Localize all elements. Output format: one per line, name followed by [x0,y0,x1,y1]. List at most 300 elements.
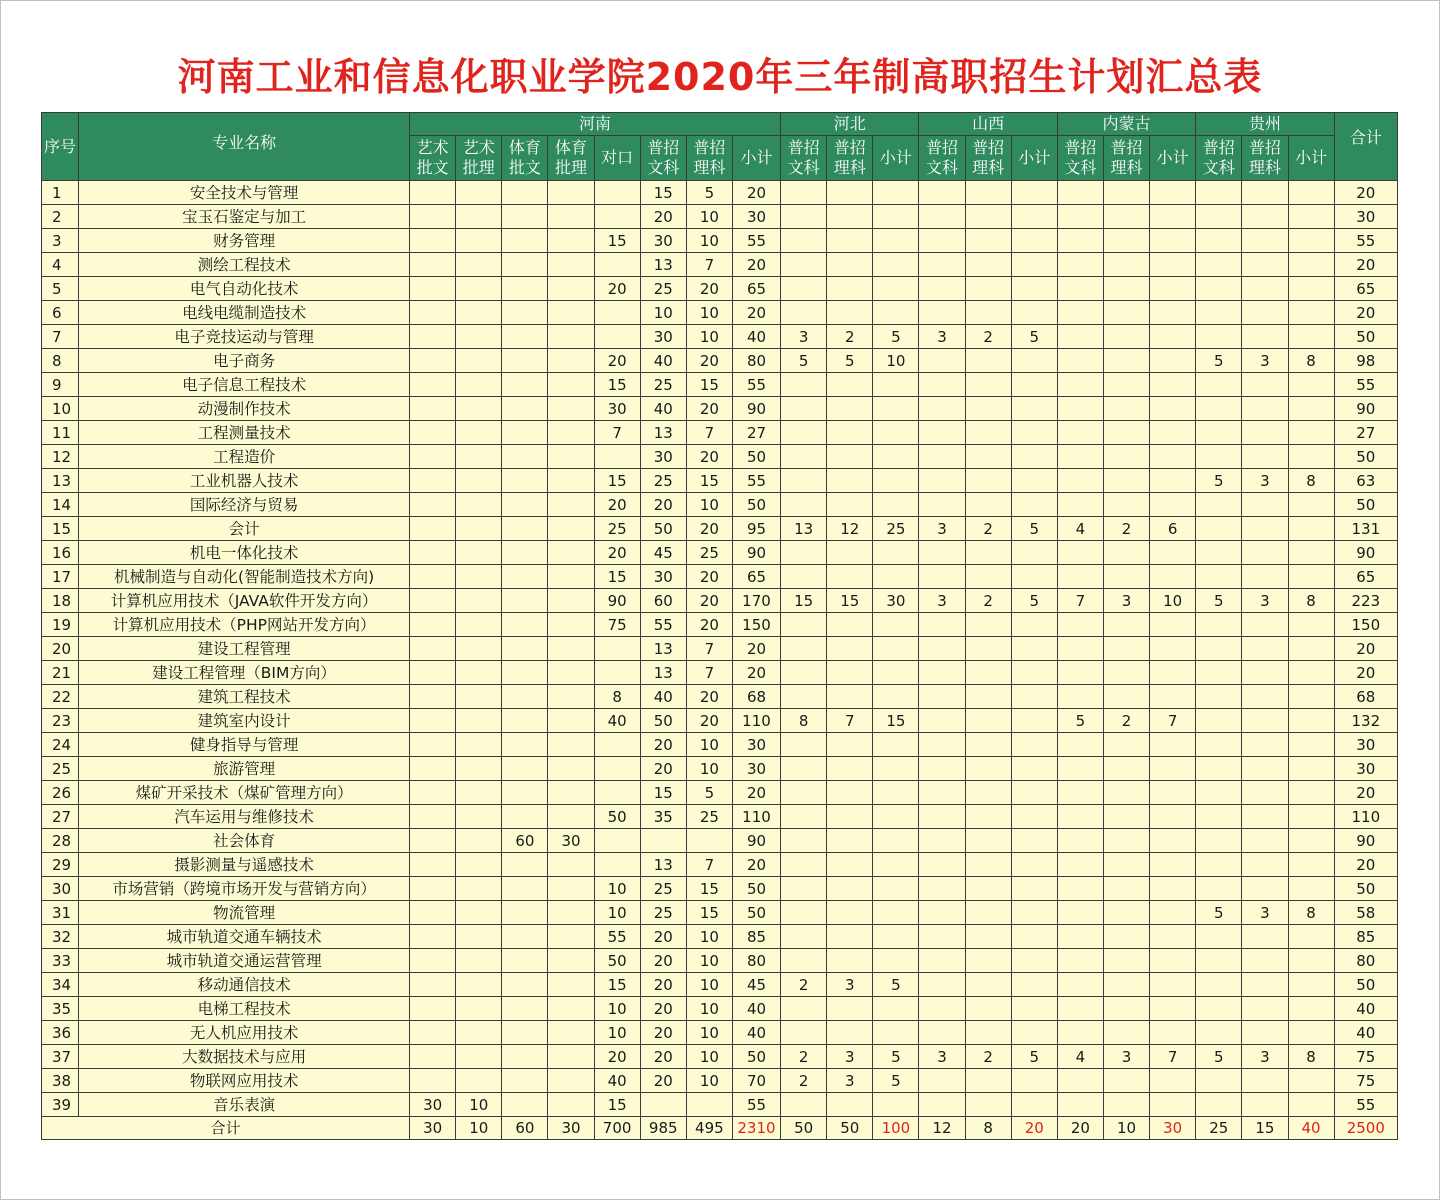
table-row [42,901,1398,925]
row-value: 20 [732,301,780,325]
row-seq: 31 [42,901,79,925]
row-seq: 38 [42,1069,79,1093]
row-value: 55 [1334,1093,1397,1117]
row-value: 75 [1334,1045,1397,1069]
row-value [827,397,873,421]
row-value: 132 [1334,709,1397,733]
row-value [594,205,640,229]
row-value [456,277,502,301]
row-value [1011,661,1057,685]
row-value [1242,685,1288,709]
row-value [1242,517,1288,541]
header-subcol: 体育批文 [502,136,548,181]
row-value [1103,397,1149,421]
row-value [1150,325,1196,349]
row-value [827,733,873,757]
row-value [965,565,1011,589]
row-value [919,1093,965,1117]
row-value [781,373,827,397]
row-value [1242,493,1288,517]
row-value: 90 [1334,397,1397,421]
row-value [1288,277,1334,301]
row-value: 30 [1334,733,1397,757]
row-value [548,901,594,925]
row-value: 2 [781,1045,827,1069]
header-subcol: 普招理科 [686,136,732,181]
row-value [456,565,502,589]
row-value [873,277,919,301]
row-value [502,637,548,661]
row-value: 110 [1334,805,1397,829]
row-value: 58 [1334,901,1397,925]
row-value: 10 [594,877,640,901]
row-seq: 9 [42,373,79,397]
row-value [1196,1093,1242,1117]
row-value [410,661,456,685]
row-value: 2 [1103,517,1149,541]
row-value [548,733,594,757]
row-value: 15 [594,373,640,397]
row-value [1288,829,1334,853]
row-value [1103,541,1149,565]
row-value [1196,421,1242,445]
table-row [42,205,1398,229]
row-value: 35 [640,805,686,829]
row-value [827,565,873,589]
row-value: 3 [1242,901,1288,925]
row-value [1242,949,1288,973]
row-value [1057,925,1103,949]
row-value [873,997,919,1021]
row-major-name: 摄影测量与遥感技术 [79,853,410,877]
row-value [1288,517,1334,541]
row-value [827,853,873,877]
row-value [410,997,456,1021]
row-value [827,205,873,229]
row-value: 10 [686,949,732,973]
row-value: 2 [965,1045,1011,1069]
row-value: 30 [1334,757,1397,781]
row-value [594,325,640,349]
row-value: 110 [732,805,780,829]
table-row [42,349,1398,373]
row-value: 20 [732,181,780,205]
row-value [456,949,502,973]
row-value [965,421,1011,445]
row-value [919,565,965,589]
row-value: 8 [1288,901,1334,925]
row-value [1288,853,1334,877]
row-value [781,301,827,325]
row-value [1103,349,1149,373]
row-value [1103,445,1149,469]
row-seq: 39 [42,1093,79,1117]
row-value [873,733,919,757]
row-value [1242,397,1288,421]
row-value [1103,781,1149,805]
row-value: 20 [640,973,686,997]
row-value [1103,853,1149,877]
header-subcol: 对口 [594,136,640,181]
row-value [1242,541,1288,565]
row-value: 40 [1334,1021,1397,1045]
header-subcol: 普招文科 [1057,136,1103,181]
row-value: 27 [1334,421,1397,445]
row-value [1011,973,1057,997]
row-value [548,613,594,637]
row-value [456,205,502,229]
row-value [1242,997,1288,1021]
row-value [873,373,919,397]
row-value [594,301,640,325]
table-row [42,421,1398,445]
row-value: 10 [686,973,732,997]
row-value [965,661,1011,685]
row-value [1103,973,1149,997]
table-row [42,589,1398,613]
row-seq: 34 [42,973,79,997]
row-value [456,1069,502,1093]
row-value: 70 [732,1069,780,1093]
row-value [1011,397,1057,421]
row-value [919,397,965,421]
row-value: 50 [1334,445,1397,469]
row-value [1196,1069,1242,1093]
totals-value: 495 [686,1117,732,1140]
row-seq: 35 [42,997,79,1021]
row-value [1011,781,1057,805]
row-value: 10 [686,301,732,325]
header-province: 河南 [410,113,781,136]
row-value [410,949,456,973]
row-value: 13 [781,517,827,541]
row-value [1288,493,1334,517]
row-value [502,565,548,589]
table-row [42,1021,1398,1045]
row-value [548,997,594,1021]
row-value: 20 [686,349,732,373]
row-value [456,685,502,709]
row-value [965,445,1011,469]
row-value [1288,325,1334,349]
row-value [456,709,502,733]
row-value [873,781,919,805]
row-value: 25 [594,517,640,541]
row-value [781,829,827,853]
row-value [1196,637,1242,661]
row-value [410,565,456,589]
row-value [1288,877,1334,901]
row-value: 55 [732,373,780,397]
row-value [781,541,827,565]
row-value [1196,205,1242,229]
row-seq: 28 [42,829,79,853]
row-value [1196,613,1242,637]
row-value [919,445,965,469]
row-value [548,853,594,877]
row-major-name: 大数据技术与应用 [79,1045,410,1069]
row-value [781,877,827,901]
row-value [873,205,919,229]
row-value [1057,877,1103,901]
row-value [548,253,594,277]
row-value: 30 [1334,205,1397,229]
row-value [1196,541,1242,565]
row-major-name: 计算机应用技术（PHP网站开发方向） [79,613,410,637]
row-value: 20 [732,661,780,685]
row-value [456,517,502,541]
row-value: 10 [686,229,732,253]
row-value: 8 [1288,469,1334,493]
row-value [919,709,965,733]
header-seq: 序号 [42,113,79,181]
row-value: 15 [594,1093,640,1117]
table-row [42,781,1398,805]
row-value [1103,1069,1149,1093]
row-major-name: 电线电缆制造技术 [79,301,410,325]
row-value: 3 [919,589,965,613]
row-value [1103,925,1149,949]
totals-value: 40 [1288,1117,1334,1140]
row-value [873,853,919,877]
row-value [456,445,502,469]
row-seq: 3 [42,229,79,253]
row-major-name: 电子商务 [79,349,410,373]
row-value [1011,253,1057,277]
row-value [1150,229,1196,253]
row-value: 7 [686,637,732,661]
table-row [42,685,1398,709]
row-value [1288,253,1334,277]
row-value [965,949,1011,973]
row-value: 10 [686,997,732,1021]
row-value [1103,301,1149,325]
row-value [1103,661,1149,685]
row-value [1057,229,1103,253]
row-value: 68 [732,685,780,709]
row-value: 5 [873,973,919,997]
row-value [1057,805,1103,829]
row-value: 7 [686,661,732,685]
row-value [827,301,873,325]
table-row [42,613,1398,637]
row-value [1103,901,1149,925]
header-subcol: 普招文科 [640,136,686,181]
row-value [781,397,827,421]
row-value: 20 [640,925,686,949]
totals-value: 985 [640,1117,686,1140]
row-major-name: 建筑工程技术 [79,685,410,709]
row-seq: 8 [42,349,79,373]
row-value [873,397,919,421]
row-value [1288,421,1334,445]
totals-value: 100 [873,1117,919,1140]
row-value [1242,565,1288,589]
row-value: 10 [594,901,640,925]
row-value [1011,877,1057,901]
row-value [1196,877,1242,901]
row-value [548,781,594,805]
row-value [502,301,548,325]
row-value: 50 [640,517,686,541]
row-value: 50 [1334,325,1397,349]
row-value [1150,853,1196,877]
row-value [919,373,965,397]
row-value [410,277,456,301]
row-value [919,181,965,205]
row-value [965,469,1011,493]
row-major-name: 汽车运用与维修技术 [79,805,410,829]
row-value [1057,1021,1103,1045]
row-value: 10 [686,757,732,781]
row-value [965,637,1011,661]
row-value [1288,205,1334,229]
row-value [1288,805,1334,829]
row-value [1011,421,1057,445]
row-value [965,757,1011,781]
row-value [502,493,548,517]
row-value [1150,805,1196,829]
row-major-name: 安全技术与管理 [79,181,410,205]
row-value [1242,1021,1288,1045]
row-value: 7 [686,253,732,277]
row-value [781,493,827,517]
row-value [827,253,873,277]
row-value [919,685,965,709]
row-value [1057,349,1103,373]
row-value [410,229,456,253]
header-subcol: 普招理科 [827,136,873,181]
row-value: 10 [873,349,919,373]
row-value: 2 [965,589,1011,613]
row-major-name: 电气自动化技术 [79,277,410,301]
row-value [456,757,502,781]
row-value [781,637,827,661]
row-value: 20 [732,637,780,661]
row-value [781,925,827,949]
row-value: 7 [594,421,640,445]
row-value: 25 [640,373,686,397]
row-value [1103,949,1149,973]
row-value: 40 [732,997,780,1021]
row-value [919,1069,965,1093]
row-value [827,829,873,853]
row-value [548,709,594,733]
row-value [1196,325,1242,349]
row-value [873,661,919,685]
row-value: 25 [640,469,686,493]
row-seq: 25 [42,757,79,781]
page-title: 河南工业和信息化职业学院2020年三年制高职招生计划汇总表 [177,55,1263,99]
row-value [873,805,919,829]
row-value [1150,637,1196,661]
row-value [640,829,686,853]
row-value: 30 [640,325,686,349]
totals-value: 30 [1150,1117,1196,1140]
row-value [1011,493,1057,517]
row-value [1196,757,1242,781]
row-value [1011,349,1057,373]
row-value: 2 [965,325,1011,349]
row-value [1288,541,1334,565]
row-value: 5 [686,181,732,205]
row-value [919,1021,965,1045]
row-value [827,877,873,901]
row-value: 30 [548,829,594,853]
row-value: 80 [732,349,780,373]
row-value [456,541,502,565]
row-value [502,373,548,397]
row-value [410,205,456,229]
row-major-name: 工业机器人技术 [79,469,410,493]
row-seq: 12 [42,445,79,469]
row-value [965,349,1011,373]
row-value [1242,421,1288,445]
table-row [42,829,1398,853]
row-value [1011,301,1057,325]
row-value: 80 [1334,949,1397,973]
row-value [410,349,456,373]
row-value [456,421,502,445]
row-value: 30 [594,397,640,421]
row-value [594,733,640,757]
totals-value: 12 [919,1117,965,1140]
row-value [1242,205,1288,229]
row-value [594,661,640,685]
row-value [502,733,548,757]
row-value [456,877,502,901]
row-value: 55 [732,469,780,493]
row-value [965,181,1011,205]
row-value [1057,373,1103,397]
row-value: 6 [1150,517,1196,541]
row-value [1011,901,1057,925]
table-row [42,541,1398,565]
row-value [548,397,594,421]
row-value [548,877,594,901]
row-value [456,397,502,421]
row-value [594,637,640,661]
row-value [781,565,827,589]
row-value [1150,349,1196,373]
row-value [1011,853,1057,877]
row-value [827,997,873,1021]
row-value [502,901,548,925]
row-value: 20 [732,253,780,277]
row-value [919,949,965,973]
row-major-name: 物流管理 [79,901,410,925]
row-value: 3 [827,1069,873,1093]
row-value: 45 [640,541,686,565]
table-row [42,301,1398,325]
row-value [1103,181,1149,205]
row-value [410,373,456,397]
row-value: 10 [686,205,732,229]
table-row [42,445,1398,469]
row-major-name: 城市轨道交通车辆技术 [79,925,410,949]
row-value [781,757,827,781]
row-value [548,325,594,349]
row-value [919,253,965,277]
row-value [1057,613,1103,637]
row-value [1011,709,1057,733]
row-value [1011,277,1057,301]
row-value: 30 [640,445,686,469]
row-value [456,805,502,829]
row-value [548,805,594,829]
totals-value: 2310 [732,1117,780,1140]
row-value [502,973,548,997]
